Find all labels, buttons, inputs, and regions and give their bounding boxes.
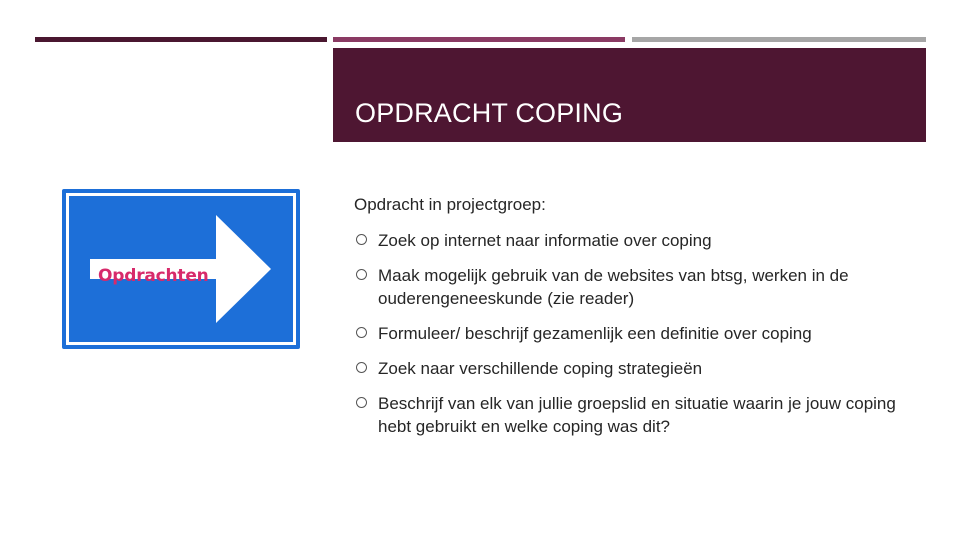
list-item-text: Maak mogelijk gebruik van de websites van btsg, werken in de ouderengeneeskunde (zie reader) (378, 266, 849, 308)
top-accent-bar-gray (632, 37, 926, 42)
circle-bullet-icon (356, 397, 367, 408)
circle-bullet-icon (356, 327, 367, 338)
list-item (354, 357, 914, 380)
list-item-text: Zoek op internet naar informatie over coping (378, 231, 712, 250)
circle-bullet-icon (356, 362, 367, 373)
title-banner (333, 48, 926, 142)
list-item (354, 264, 914, 310)
list-item (354, 229, 914, 252)
circle-bullet-icon (356, 269, 367, 280)
content-body (354, 195, 914, 450)
list-item-text: Zoek naar verschillende coping strategieën (378, 359, 703, 378)
list-item (354, 392, 914, 438)
top-accent-bar-mid (333, 37, 625, 42)
circle-bullet-icon (356, 234, 367, 245)
list-item (354, 322, 914, 345)
bullet-list (354, 229, 914, 438)
sign-label: Opdrachten (98, 266, 209, 286)
intro-text: Opdracht in projectgroep: (354, 195, 546, 214)
list-item-text: Beschrijf van elk van jullie groepslid en situatie waarin je jouw coping hebt gebruikt en welke coping was dit? (378, 394, 896, 436)
list-item-text: Formuleer/ beschrijf gezamenlijk een definitie over coping (378, 324, 812, 343)
opdrachten-sign-image (62, 189, 300, 349)
slide-title: OPDRACHT COPING (355, 98, 624, 128)
top-accent-bar-dark (35, 37, 327, 42)
